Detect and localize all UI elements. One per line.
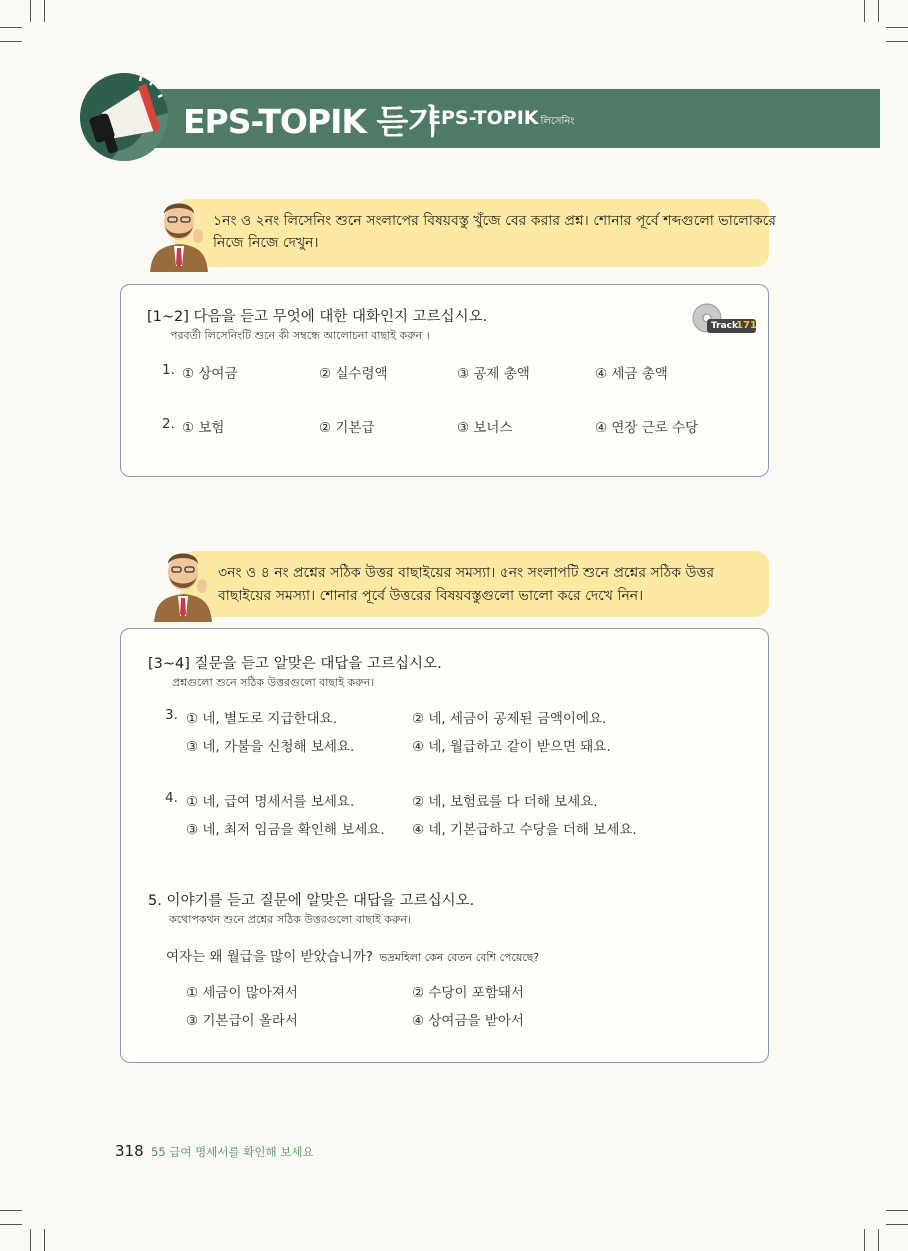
crop-mark (0, 1210, 22, 1211)
option[interactable]: ④ 세금 총액 (595, 366, 668, 382)
page-subtitle (428, 107, 575, 131)
option[interactable]: ③ 기본급이 올라서 (186, 1013, 298, 1029)
option[interactable]: ③ 공제 총액 (457, 366, 530, 382)
option[interactable]: ① 네, 별도로 지급한대요. (186, 711, 337, 727)
option[interactable]: ② 실수령액 (319, 366, 388, 382)
instruction-line: ৩নং ও ৪ নং প্রশ্নের সঠিক উত্তর বাছাইয়ের সমস্যা। ৫নং সংলাপটি শুনে প্রশ্নের সঠিক উত্তর (218, 565, 715, 581)
chapter-title: 55 급여 명세서를 확인해 보세요 (151, 1145, 314, 1159)
page-number: 318 (115, 1142, 144, 1160)
crop-mark (864, 0, 865, 22)
teacher-avatar-icon (146, 196, 212, 272)
option[interactable]: ② 네, 세금이 공제된 금액이에요. (412, 711, 607, 727)
track-number: 171 (736, 320, 757, 331)
question-5-korean: 여자는 왜 월급을 많이 받았습니까? (166, 949, 373, 965)
megaphone-icon (80, 73, 168, 161)
option[interactable]: ① 보험 (182, 420, 225, 436)
instruction-bubble (180, 551, 769, 617)
subtitle-main: EPS-TOPIK (428, 107, 539, 129)
section-heading: [1~2] 다음을 듣고 무엇에 대한 대화인지 고르십시오. (147, 309, 488, 325)
question-5-bengali: ভদ্রমহিলা কেন বেতন বেশি পেয়েছে? (379, 951, 540, 964)
question-5-prompt (166, 945, 539, 968)
crop-mark (30, 0, 31, 22)
option[interactable]: ③ 보너스 (457, 420, 513, 436)
question-number: 3. (165, 707, 178, 723)
option[interactable]: ② 네, 보험료를 다 더해 보세요. (412, 794, 598, 810)
instruction-line: নিজে নিজে দেখুন। (213, 235, 319, 251)
crop-mark (0, 1224, 22, 1225)
option[interactable]: ① 세금이 많아져서 (186, 985, 298, 1001)
question-5-subheading: কথোপকথন শুনে প্রশ্নের সঠিক উত্তরগুলো বাছাই করুন। (169, 913, 411, 926)
instruction-line: ১নং ও ২নং লিসেনিং শুনে সংলাপের বিষয়বস্তু খুঁজে বের করার প্রশ্ন। শোনার পূর্বে শব্দগুলো ভালোকরে (213, 213, 776, 229)
section-subheading: প্রশ্নগুলো শুনে সঠিক উত্তরগুলো বাছাই করুন। (172, 676, 375, 689)
crop-mark (864, 1229, 865, 1251)
crop-mark (30, 1229, 31, 1251)
crop-mark (878, 1229, 879, 1251)
crop-mark (886, 27, 908, 28)
option[interactable]: ② 수당이 포함돼서 (412, 985, 524, 1001)
crop-mark (886, 1210, 908, 1211)
option[interactable]: ① 네, 급여 명세서를 보세요. (186, 794, 355, 810)
question-number: 2. (162, 416, 175, 432)
crop-mark (44, 0, 45, 22)
option[interactable]: ④ 네, 월급하고 같이 받으면 돼요. (412, 739, 611, 755)
teacher-avatar-icon (150, 546, 216, 622)
crop-mark (0, 41, 22, 42)
crop-mark (886, 41, 908, 42)
option[interactable]: ③ 네, 가불을 신청해 보세요. (186, 739, 355, 755)
instruction-bubble (175, 199, 776, 267)
section-subheading: পরবর্তী লিসেনিংটি শুনে কী সম্বন্ধে আলোচনা বাছাই করুন । (170, 329, 430, 342)
crop-mark (886, 1224, 908, 1225)
option[interactable]: ④ 상여금을 받아서 (412, 1013, 524, 1029)
instruction-line: বাছাইয়ের সমস্যা। শোনার পূর্বে উত্তরের বিষয়বস্তুগুলো ভালো করে দেখে নিন। (218, 588, 644, 604)
track-label: Track (711, 321, 738, 331)
section-heading: [3~4] 질문을 듣고 알맞은 대답을 고르십시오. (148, 656, 442, 672)
crop-mark (44, 1229, 45, 1251)
option[interactable]: ① 상여금 (182, 366, 238, 382)
question-number: 4. (165, 790, 178, 806)
question-number: 1. (162, 362, 175, 378)
option[interactable]: ③ 네, 최저 임금을 확인해 보세요. (186, 822, 385, 838)
option[interactable]: ④ 네, 기본급하고 수당을 더해 보세요. (412, 822, 637, 838)
subtitle-small: লিসেনিং (540, 116, 575, 127)
option[interactable]: ② 기본급 (319, 420, 375, 436)
page-title: EPS-TOPIK 듣기 (183, 102, 439, 141)
track-badge (692, 303, 758, 337)
option[interactable]: ④ 연장 근로 수당 (595, 420, 699, 436)
question-5-heading: 5. 이야기를 듣고 질문에 알맞은 대답을 고르십시오. (148, 893, 475, 909)
crop-mark (878, 0, 879, 22)
crop-mark (0, 27, 22, 28)
